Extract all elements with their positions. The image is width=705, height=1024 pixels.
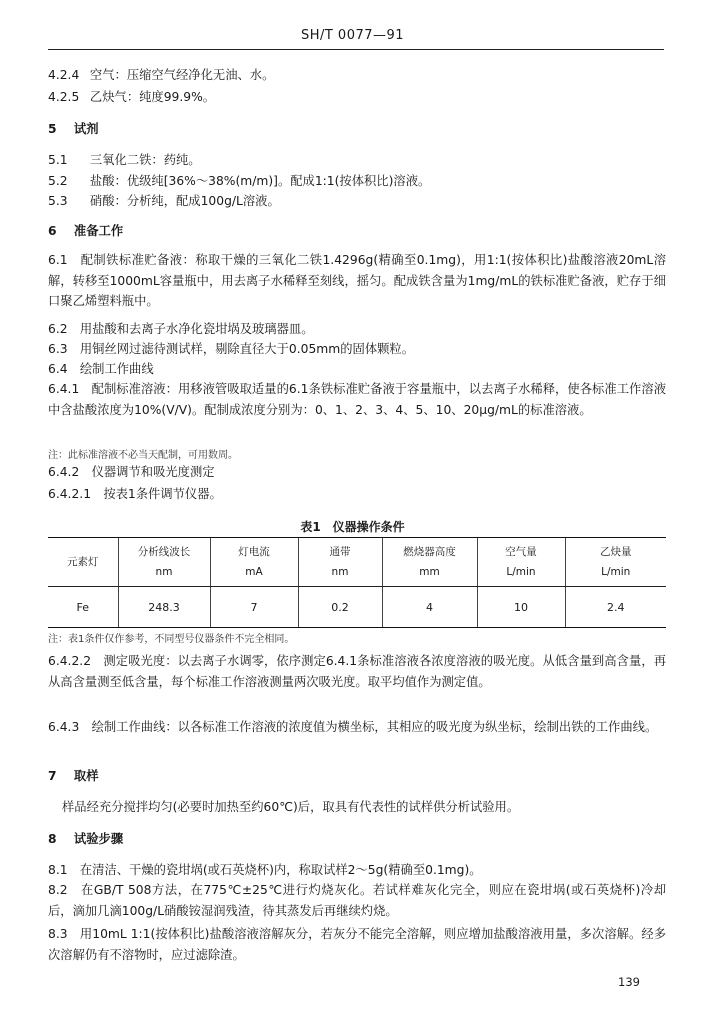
item-number: 4.2.4 (48, 68, 80, 82)
paragraph-6-4-3: 6.4.3 绘制工作曲线：以各标准工作溶液的浓度值为横坐标，其相应的吸光度为纵坐标，绘制出铁的工作曲线。 (48, 720, 658, 734)
item-number: 4.2.5 (48, 90, 80, 104)
table-note: 注：表1条件仅作参考，不同型号仪器条件不完全相同。 (48, 634, 295, 645)
section-title: 准备工作 (73, 224, 124, 238)
section-number: 6 (48, 224, 57, 238)
section-6-heading (48, 223, 123, 239)
item-4-2-4 (48, 67, 274, 83)
paragraph-6-2: 6.2 用盐酸和去离子水净化瓷坩埚及玻璃器皿。 (48, 322, 314, 336)
page-number: 139 (618, 975, 640, 989)
item-text: 乙炔气：纯度99.9%。 (89, 90, 216, 104)
paragraph-6-4-2-2: 6.4.2.2 测定吸光度：以去离子水调零，依序测定6.4.1条标准溶液各浓度溶液的吸光度。从低含量到高含量，再从高含量测至低含量，每个标准工作溶液测量两次吸光度。取平均值作为测定值。 (48, 654, 666, 689)
table-cell: 10 (477, 587, 565, 628)
paragraph-7: 样品经充分搅拌均匀(必要时加热至约60℃)后，取具有代表性的试样供分析试验用。 (62, 800, 520, 814)
item-text: 硝酸：分析纯，配成100g/L溶液。 (89, 194, 280, 208)
instrument-conditions-table (48, 538, 666, 627)
table-header-cell: 灯电流 mA (210, 538, 298, 587)
table-header-cell: 乙炔量 L/min (565, 538, 666, 587)
item-text: 三氧化二铁：药纯。 (89, 153, 201, 167)
table-cell: 7 (210, 587, 298, 628)
paragraph-8-2: 8.2 在GB/T 508方法，在775℃±25℃进行灼烧灰化。若试样难灰化完全，则应在瓷坩埚(或石英烧杯)冷却后，滴加几滴100g/L硝酸铵湿润残渣，待其蒸发后再继续灼烧。 (48, 883, 666, 918)
section-7-heading (48, 768, 99, 784)
document-header: SH/T 0077—91 (300, 28, 405, 43)
item-text: 空气：压缩空气经净化无油、水。 (89, 68, 275, 82)
table-header-cell: 空气量 L/min (477, 538, 565, 587)
item-5-3 (48, 193, 280, 209)
table-header-cell: 分析线波长 nm (118, 538, 210, 587)
table-header-row (48, 538, 666, 587)
paragraph-6-4-2-1: 6.4.2.1 按表1条件调节仪器。 (48, 487, 222, 501)
paragraph-6-4-1: 6.4.1 配制标准溶液：用移液管吸取适量的6.1条铁标准贮备液于容量瓶中，以去离子水稀释，使各标准工作溶液中含盐酸浓度为10%(V/V)。配制成浓度分别为：0、1、2、3、4、5、10、20μg/mL的标准溶液。 (48, 382, 666, 417)
section-number: 5 (48, 122, 57, 136)
header-rule (48, 49, 664, 50)
table-cell: Fe (76, 600, 89, 614)
section-title: 试剂 (73, 122, 99, 136)
paragraph-8-3: 8.3 用10mL 1:1(按体积比)盐酸溶液溶解灰分，若灰分不能完全溶解，则应增加盐酸溶液用量，多次溶解。经多次溶解仍有不溶物时，应过滤除渣。 (48, 927, 666, 962)
section-title: 试验步骤 (73, 832, 124, 846)
table-cell: 248.3 (118, 587, 210, 628)
table-row (48, 587, 666, 628)
table-cell: 2.4 (565, 587, 666, 628)
table-header-cell: 通带 nm (298, 538, 382, 587)
table-cell: 0.2 (298, 587, 382, 628)
paragraph-6-4-2: 6.4.2 仪器调节和吸光度测定 (48, 465, 215, 479)
section-number: 8 (48, 832, 57, 846)
table-caption: 表1 仪器操作条件 (300, 520, 405, 534)
paragraph-8-1: 8.1 在清洁、干燥的瓷坩埚(或石英烧杯)内，称取试样2～5g(精确至0.1mg)。 (48, 863, 482, 877)
paragraph-6-3: 6.3 用铜丝网过滤待测试样，剔除直径大于0.05mm的固体颗粒。 (48, 342, 415, 356)
table-header-cell: 元素灯 (48, 538, 118, 587)
item-text: 盐酸：优级纯[36%～38%(m/m)]。配成1:1(按体积比)溶液。 (89, 174, 431, 188)
item-5-1 (48, 152, 201, 168)
item-4-2-5 (48, 89, 215, 105)
section-8-heading (48, 831, 123, 847)
item-number: 5.1 (48, 153, 68, 167)
item-5-2 (48, 173, 430, 189)
section-number: 7 (48, 769, 57, 783)
note-standard-solution: 注：此标准溶液不必当天配制，可用数周。 (48, 450, 238, 461)
table-bottom-rule (48, 627, 666, 628)
item-number: 5.2 (48, 174, 68, 188)
table-cell: 4 (382, 587, 477, 628)
section-title: 取样 (73, 769, 99, 783)
paragraph-6-4: 6.4 绘制工作曲线 (48, 362, 154, 376)
item-number: 5.3 (48, 194, 68, 208)
paragraph-6-1: 6.1 配制铁标准贮备液：称取干燥的三氧化二铁1.4296g(精确至0.1mg)，用1:1(按体积比)盐酸溶液20mL溶解，转移至1000mL容量瓶中，用去离子水稀释至刻线，摇匀。配成铁含量为1mg/mL的铁标准贮备液，贮存于细口聚乙烯塑料瓶中。 (48, 253, 666, 308)
section-5-heading (48, 121, 99, 137)
table-header-cell: 燃烧器高度 mm (382, 538, 477, 587)
